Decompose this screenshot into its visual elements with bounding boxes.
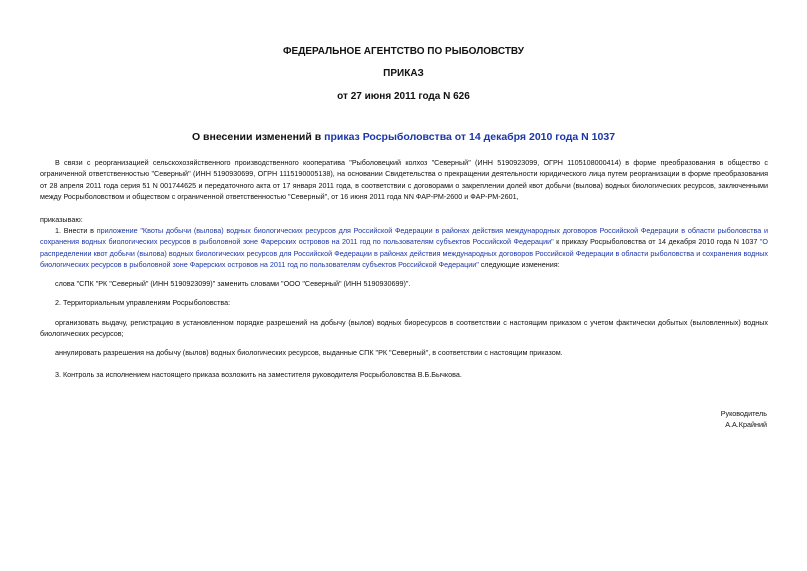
agency-heading: ФЕДЕРАЛЬНОЕ АГЕНТСТВО ПО РЫБОЛОВСТВУ bbox=[283, 46, 524, 57]
order-link[interactable]: "О распределении квот добычи (вылова) водных биологических ресурсов для Российской Федерации в районах действия международных договоров Российской Федерации в области рыболовства и сохранения водных биологических ресурсов в рыболовной зоне Фарерских островов на 2011 год по пользователям субъектов Российской Федерации" bbox=[40, 237, 768, 270]
intro-paragraph: В связи с реорганизацией сельскохозяйственного производственного кооператива "Рыболовецкий колхоз "Северный" (ИНН 5190923099, ОГРН 1105108000414) в форме преобразования в общество с ограниченной ответственностью "Северный" (ИНН 5190930699, ОГРН 1115190005138), на основании Свидетельства о прекращении деятельности юридического лица путем реорганизации в форме преобразования от 28 апреля 2011 года серия 51 N 001744625 и передаточного акта от 17 января 2011 года, в соответствии с договорами о закреплении долей квот добычи (вылова) водных биологических ресурсов, заключенными между Росрыболовством и обществом с ограниченной ответственностью "Северный", от 16 июня 2011 года NN ФАР-РМ-2600 и ФАР-РМ-2601, bbox=[40, 158, 768, 202]
prikazyvayu-text: приказываю: bbox=[40, 215, 83, 224]
item-1-paragraph bbox=[40, 225, 768, 271]
item-1-suffix: следующие изменения: bbox=[478, 260, 560, 270]
signature-position: Руководитель bbox=[720, 409, 767, 418]
appendix-link[interactable]: приложение "Квоты добычи (вылова) водных биологических ресурсов для Российской Федерации в районах действия международных договоров Российской Федерации в области рыболовства и сохранения водных биологических ресурсов в рыболовной зоне Фарерских островов на 2011 год по пользователям субъектов Российской Федерации" bbox=[40, 226, 768, 247]
document-title bbox=[0, 131, 807, 143]
item-2-paragraph: 2. Территориальным управлениям Росрыболовства: bbox=[55, 298, 231, 307]
doc-type-heading: ПРИКАЗ bbox=[383, 68, 424, 79]
item-1-words: слова "СПК "РК "Северный" (ИНН 5190923099)" заменить словами "ООО "Северный" (ИНН 5190930699)". bbox=[55, 279, 411, 288]
title-prefix: О внесении изменений в bbox=[191, 131, 325, 143]
date-number-heading: от 27 июня 2011 года N 626 bbox=[337, 91, 470, 102]
item-1-mid: к приказу Росрыболовства от 14 декабря 2010 года N 1037 bbox=[553, 237, 760, 247]
item-2-b: аннулировать разрешения на добычу (вылов) водных биологических ресурсов, выданные СПК "РК "Северный", в соответствии с настоящим приказом. bbox=[55, 348, 563, 357]
item-1-prefix: 1. Внести в bbox=[55, 226, 97, 235]
signature-name: А.А.Крайний bbox=[725, 420, 767, 429]
title-link[interactable]: приказ Росрыболовства от 14 декабря 2010 года N 1037 bbox=[324, 131, 616, 143]
item-3-paragraph: 3. Контроль за исполнением настоящего приказа возложить на заместителя руководителя Росрыболовства В.Б.Бычкова. bbox=[55, 370, 462, 379]
item-2-a: организовать выдачу, регистрацию в установленном порядке разрешений на добычу (вылов) водных биоресурсов в соответствии с настоящим приказом с учетом фактически добытых (выловленных) водных биологических ресурсов; bbox=[40, 318, 768, 339]
